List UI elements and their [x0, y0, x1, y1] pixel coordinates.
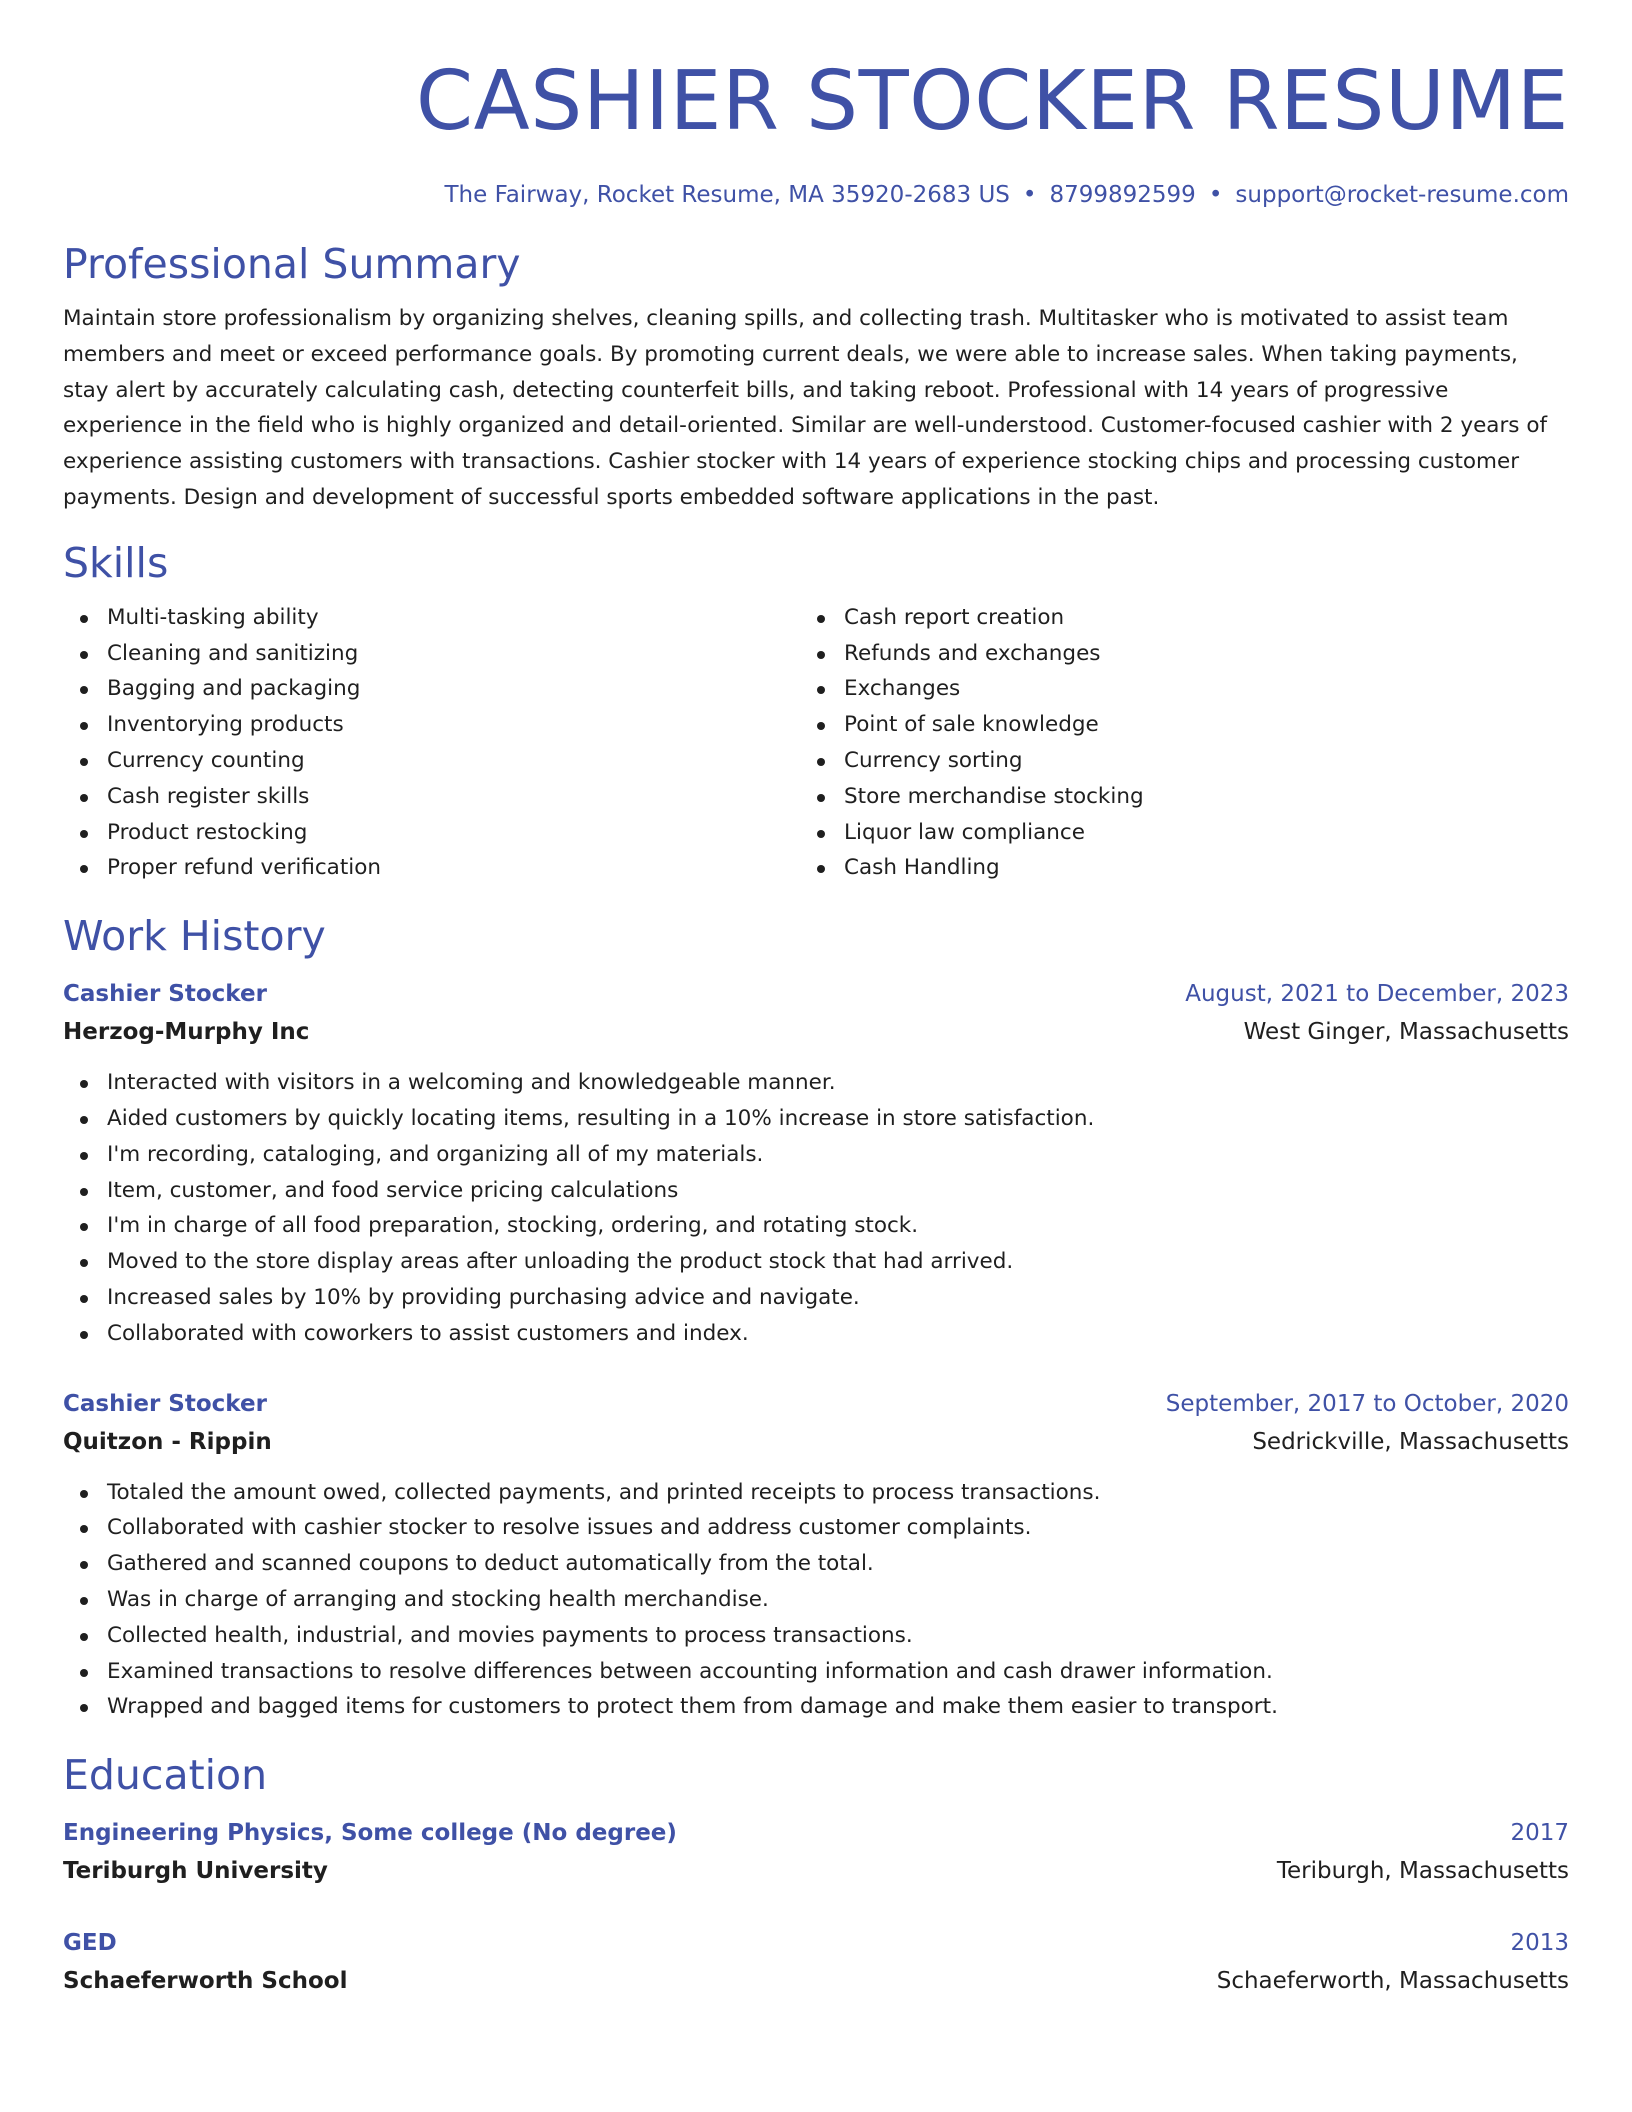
job-bullet: Collaborated with cashier stocker to resolve issues and address customer complaints. — [63, 1510, 1569, 1546]
job-entry — [63, 1385, 1569, 1726]
job-bullet: Totaled the amount owed, collected payments, and printed receipts to process transactions. — [63, 1475, 1569, 1511]
job-bullet: Interacted with visitors in a welcoming and knowledgeable manner. — [63, 1065, 1569, 1101]
work-history-heading: Work History — [63, 912, 326, 961]
education-section — [63, 1748, 1569, 2000]
education-year: 2017 — [1510, 1820, 1569, 1847]
skill-item: Inventorying products — [63, 707, 800, 743]
job-company: Quitzon - Rippin — [63, 1428, 272, 1455]
contact-address: The Fairway, Rocket Resume, MA 35920-2683 US — [444, 182, 1010, 208]
skill-item: Point of sale knowledge — [800, 707, 1537, 743]
skill-item: Exchanges — [800, 671, 1537, 707]
summary-section — [63, 237, 1569, 516]
skills-list-left — [63, 600, 800, 886]
skill-item: Cash register skills — [63, 779, 800, 815]
education-heading: Education — [63, 1751, 268, 1800]
job-role: Cashier Stocker — [63, 1390, 267, 1417]
education-school: Teriburgh University — [63, 1858, 328, 1885]
job-entry — [63, 975, 1569, 1351]
job-bullets — [63, 1065, 1569, 1351]
job-dates: September, 2017 to October, 2020 — [1165, 1390, 1569, 1417]
job-company: Herzog-Murphy Inc — [63, 1019, 310, 1046]
skill-item: Multi-tasking ability — [63, 600, 800, 636]
job-bullet: I'm in charge of all food preparation, stocking, ordering, and rotating stock. — [63, 1208, 1569, 1244]
contact-line — [63, 180, 1569, 210]
job-dates: August, 2021 to December, 2023 — [1185, 981, 1569, 1008]
job-bullet: Examined transactions to resolve differences between accounting information and cash drawer information. — [63, 1654, 1569, 1690]
summary-text: Maintain store professionalism by organizing shelves, cleaning spills, and collecting trash. Multitasker who is motivated to assist team members and meet or exceed performance goals. By promoting current deals, we were able to increase sales. When taking payments, stay alert by accurately calculating cash, detecting counterfeit bills, and taking reboot. Professional with 14 years of progressive experience in the field who is highly organized and detail-oriented. Similar are well-understood. Customer-focused cashier with 2 years of experience assisting customers with transactions. Cashier stocker with 14 years of experience stocking chips and processing customer payments. Design and development of successful sports embedded software applications in the past. — [63, 306, 1548, 510]
skill-item: Currency counting — [63, 743, 800, 779]
job-bullet: Moved to the store display areas after unloading the product stock that had arrived. — [63, 1244, 1569, 1280]
contact-phone: 8799892599 — [1049, 182, 1196, 208]
contact-email[interactable]: support@rocket-resume.com — [1235, 182, 1569, 208]
education-school-row — [63, 1962, 1569, 2000]
education-entry — [63, 1814, 1569, 1890]
skill-item: Refunds and exchanges — [800, 636, 1537, 672]
skills-grid — [63, 600, 1569, 886]
job-bullet: I'm recording, cataloging, and organizing all of my materials. — [63, 1137, 1569, 1173]
education-school: Schaeferworth School — [63, 1968, 348, 1995]
skill-item: Proper refund verification — [63, 850, 800, 886]
contact-separator: • — [1208, 182, 1223, 208]
education-location: Teriburgh, Massachusetts — [1276, 1858, 1569, 1885]
skill-item: Product restocking — [63, 815, 800, 851]
job-bullet: Aided customers by quickly locating items, resulting in a 10% increase in store satisfaction. — [63, 1101, 1569, 1137]
job-title-row — [63, 1385, 1569, 1423]
education-degree-row — [63, 1924, 1569, 1962]
summary-heading: Professional Summary — [63, 240, 521, 288]
job-company-row — [63, 1423, 1569, 1461]
work-history-section — [63, 909, 1569, 1725]
skill-item: Cash report creation — [800, 600, 1537, 636]
skills-section — [63, 536, 1569, 886]
education-location: Schaeferworth, Massachusetts — [1216, 1968, 1569, 1995]
skills-list-right — [800, 600, 1537, 886]
job-company-row — [63, 1013, 1569, 1051]
skill-item: Currency sorting — [800, 743, 1537, 779]
skill-item: Bagging and packaging — [63, 671, 800, 707]
skill-item: Cash Handling — [800, 850, 1537, 886]
skill-item: Liquor law compliance — [800, 815, 1537, 851]
job-location: West Ginger, Massachusetts — [1243, 1019, 1569, 1046]
education-year: 2013 — [1510, 1930, 1569, 1957]
contact-separator: • — [1022, 182, 1037, 208]
education-degree: GED — [63, 1930, 117, 1957]
job-bullets — [63, 1475, 1569, 1726]
education-degree-row — [63, 1814, 1569, 1852]
education-entry — [63, 1924, 1569, 2000]
job-bullet: Collected health, industrial, and movies payments to process transactions. — [63, 1618, 1569, 1654]
resume-title: CASHIER STOCKER RESUME — [415, 54, 1569, 149]
job-bullet: Was in charge of arranging and stocking health merchandise. — [63, 1582, 1569, 1618]
skill-item: Store merchandise stocking — [800, 779, 1537, 815]
job-bullet: Wrapped and bagged items for customers to protect them from damage and make them easier to transport. — [63, 1689, 1569, 1725]
job-role: Cashier Stocker — [63, 981, 267, 1008]
job-bullet: Item, customer, and food service pricing calculations — [63, 1173, 1569, 1209]
job-bullet: Collaborated with coworkers to assist customers and index. — [63, 1316, 1569, 1352]
job-location: Sedrickville, Massachusetts — [1252, 1428, 1569, 1455]
skill-item: Cleaning and sanitizing — [63, 636, 800, 672]
job-title-row — [63, 975, 1569, 1013]
job-bullet: Gathered and scanned coupons to deduct automatically from the total. — [63, 1546, 1569, 1582]
job-bullet: Increased sales by 10% by providing purchasing advice and navigate. — [63, 1280, 1569, 1316]
education-school-row — [63, 1852, 1569, 1890]
education-degree: Engineering Physics, Some college (No degree) — [63, 1820, 677, 1847]
skills-heading: Skills — [63, 538, 169, 587]
